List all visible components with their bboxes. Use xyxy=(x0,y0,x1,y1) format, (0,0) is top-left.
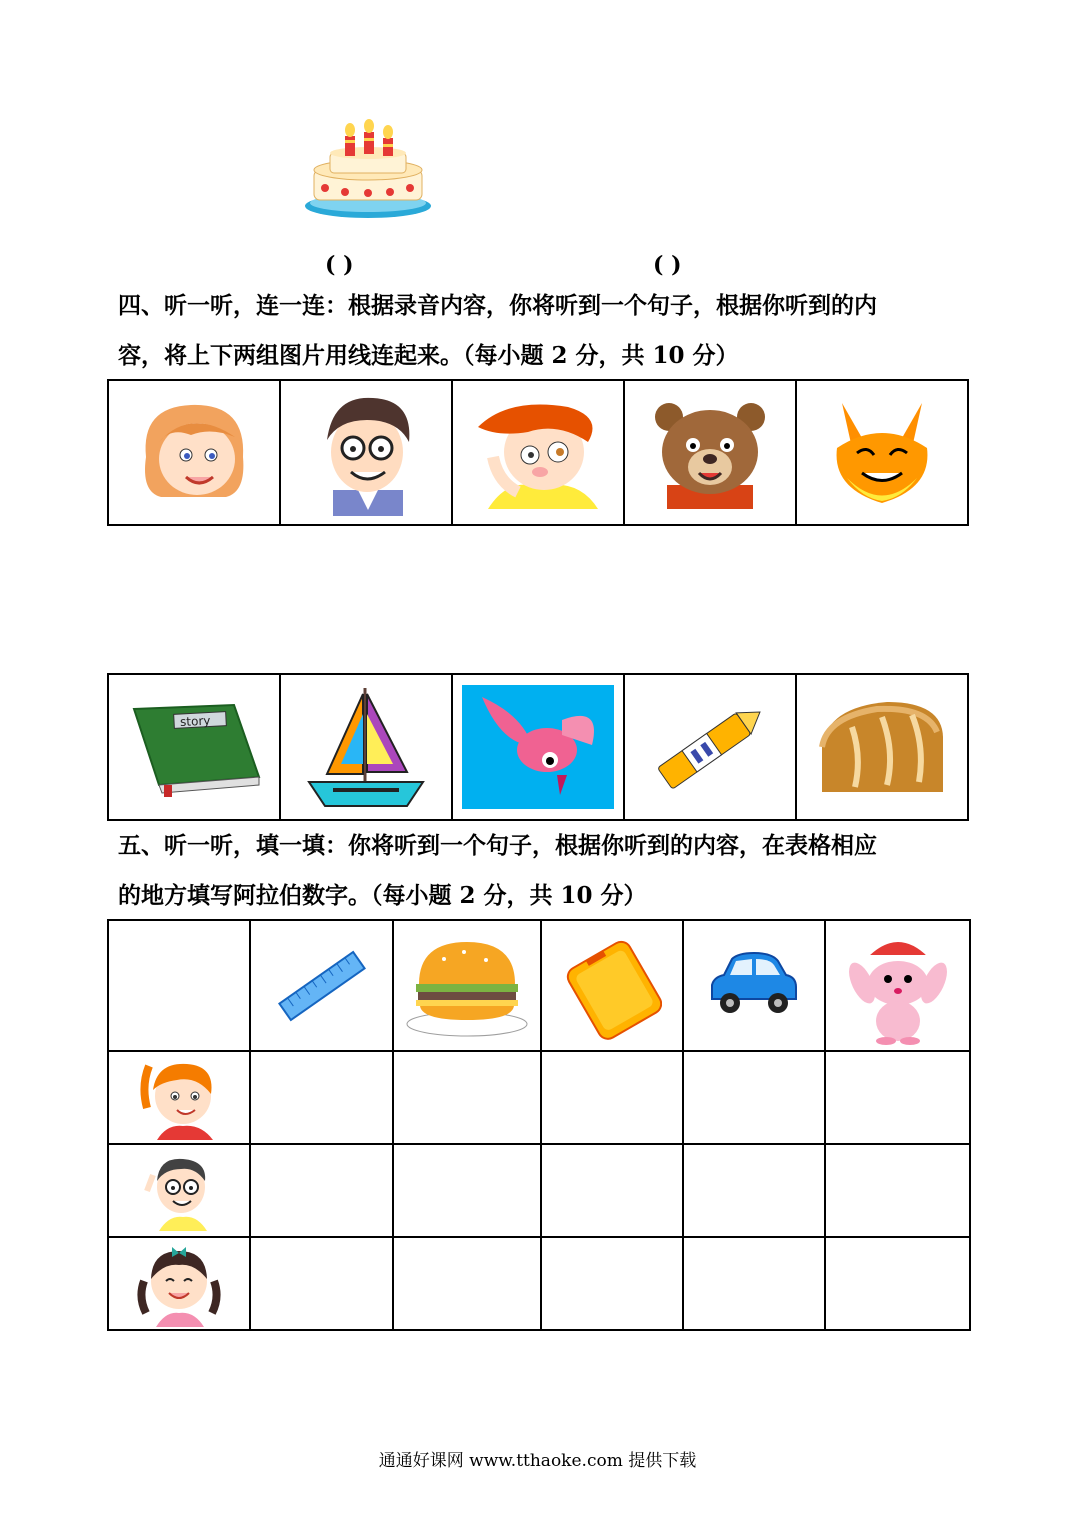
section5-instruction-line2: 的地方填写阿拉伯数字。（每小题 2 分，共 10 分） xyxy=(118,882,647,909)
section4-top-image-table xyxy=(107,379,969,526)
cell-r1-c5[interactable] xyxy=(825,1051,970,1144)
bird-icon xyxy=(462,685,614,809)
car-icon xyxy=(708,951,800,1021)
bear-icon xyxy=(647,397,773,509)
fox-cell xyxy=(796,380,968,525)
answer-blank-right: ( ) xyxy=(653,252,682,278)
girl-pigtails-icon xyxy=(134,1241,224,1327)
boy-glasses-icon xyxy=(139,1151,219,1231)
crayon-icon xyxy=(645,692,775,802)
answer-blank-left: ( ) xyxy=(325,252,354,278)
girl-ponytail-icon xyxy=(137,1056,221,1140)
cell-r2-c1[interactable] xyxy=(250,1144,393,1237)
hamburger-icon xyxy=(404,934,530,1038)
boy-glasses-row-header xyxy=(108,1144,250,1237)
header-empty-cell xyxy=(108,920,250,1051)
sailboat-icon xyxy=(303,684,429,810)
bread-cell xyxy=(796,674,968,820)
cell-r3-c4[interactable] xyxy=(683,1237,825,1330)
pencil-box-header-cell xyxy=(541,920,683,1051)
bear-cell xyxy=(624,380,796,525)
section5-fill-in-table xyxy=(107,919,971,1331)
birthday-cake-image xyxy=(300,118,436,222)
cell-r1-c3[interactable] xyxy=(541,1051,683,1144)
car-header-cell xyxy=(683,920,825,1051)
boy-with-glasses-icon xyxy=(303,390,429,516)
footer-source: 通通好课网 www.tthaoke.com 提供下载 xyxy=(378,1451,697,1471)
storybook-cell xyxy=(108,674,280,820)
boy-red-hair-icon xyxy=(468,397,608,509)
fox-icon xyxy=(822,393,942,513)
cell-r3-c3[interactable] xyxy=(541,1237,683,1330)
boy-with-glasses-cell xyxy=(280,380,452,525)
rabbit-header-cell xyxy=(825,920,970,1051)
section5-instruction-line1: 五、听一听，填一填：你将听到一个句子，根据你听到的内容，在表格相应 xyxy=(118,832,877,859)
cell-r2-c4[interactable] xyxy=(683,1144,825,1237)
cell-r2-c2[interactable] xyxy=(393,1144,541,1237)
section4-instruction-line1: 四、听一听，连一连：根据录音内容，你将听到一个句子，根据你听到的内 xyxy=(118,292,877,319)
cell-r1-c4[interactable] xyxy=(683,1051,825,1144)
girl-face-icon xyxy=(131,397,257,509)
bird-cell xyxy=(452,674,624,820)
girl-face-cell xyxy=(108,380,280,525)
ruler-header-cell xyxy=(250,920,393,1051)
cell-r3-c5[interactable] xyxy=(825,1237,970,1330)
cell-r3-c2[interactable] xyxy=(393,1237,541,1330)
cell-r1-c2[interactable] xyxy=(393,1051,541,1144)
ruler-icon xyxy=(277,946,367,1026)
cell-r1-c1[interactable] xyxy=(250,1051,393,1144)
bread-icon xyxy=(817,697,947,797)
storybook-icon xyxy=(124,697,264,797)
cell-r2-c3[interactable] xyxy=(541,1144,683,1237)
hamburger-header-cell xyxy=(393,920,541,1051)
girl-ponytail-row-header xyxy=(108,1051,250,1144)
book-title-label: story xyxy=(179,713,211,730)
section4-bottom-image-table xyxy=(107,673,969,821)
crayon-cell xyxy=(624,674,796,820)
girl-pigtails-row-header xyxy=(108,1237,250,1330)
pencil-box-icon xyxy=(562,931,662,1041)
cell-r3-c1[interactable] xyxy=(250,1237,393,1330)
sailboat-cell xyxy=(280,674,452,820)
boy-red-hair-cell xyxy=(452,380,624,525)
cell-r2-c5[interactable] xyxy=(825,1144,970,1237)
rabbit-icon xyxy=(848,927,948,1045)
section4-instruction-line2: 容，将上下两组图片用线连起来。（每小题 2 分，共 10 分） xyxy=(118,342,739,369)
